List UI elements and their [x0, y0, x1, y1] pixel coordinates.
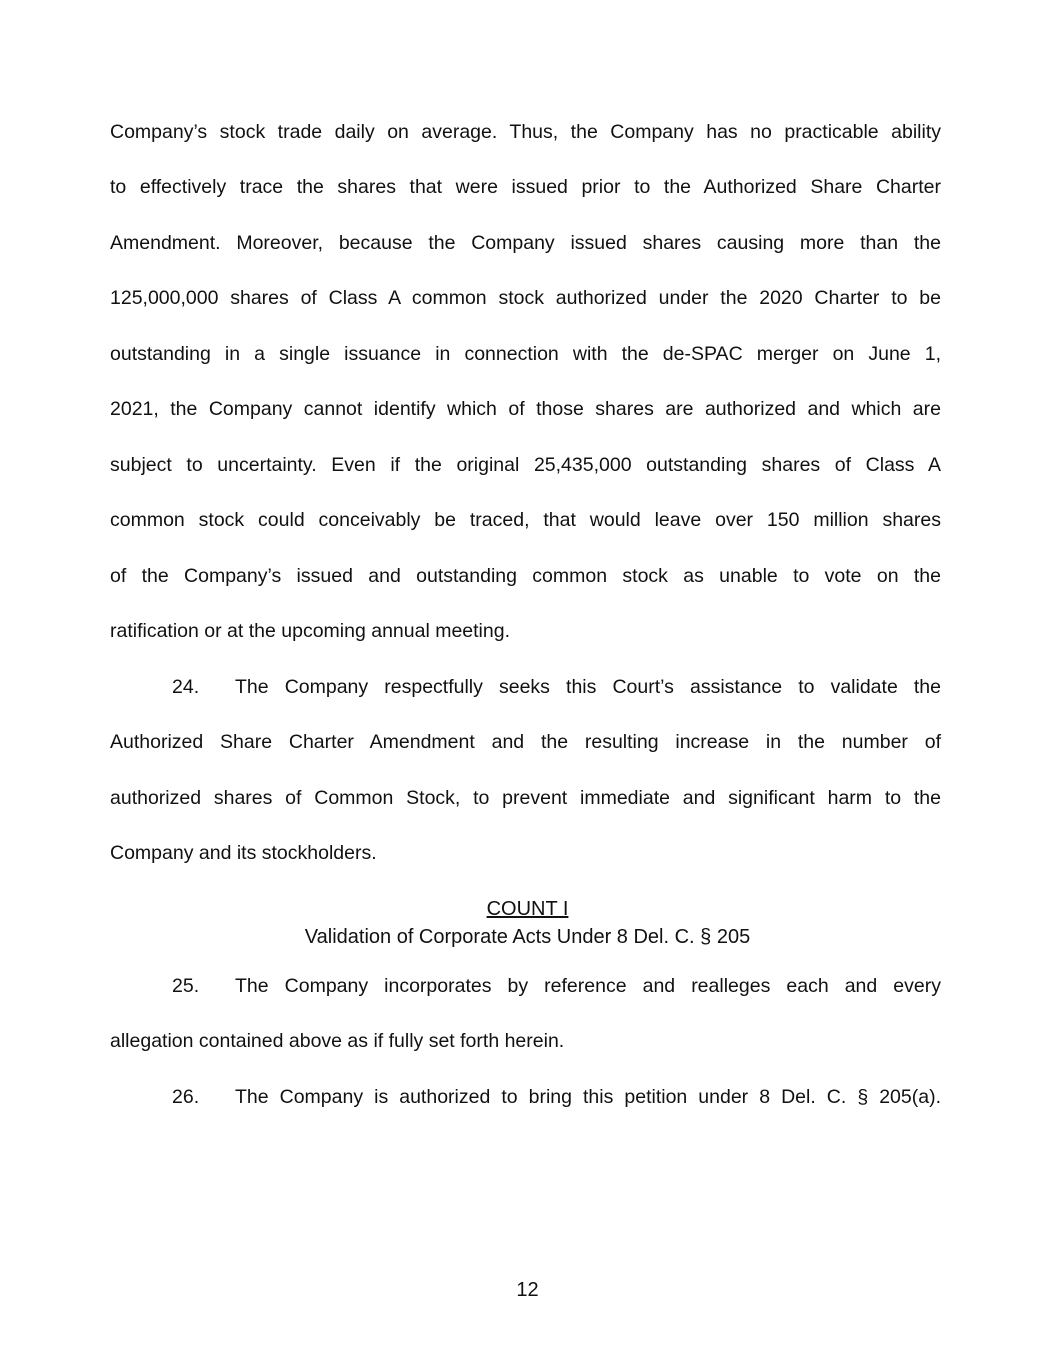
text-line: allegation contained above as if fully set forth herein. — [110, 1030, 565, 1052]
text-line: Authorized Share Charter Amendment and the resulting increase in the number of — [110, 731, 941, 753]
text-line: The Company incorporates by reference and realleges each and every — [235, 975, 941, 997]
text-line: Company’s stock trade daily on average. Thus, the Company has no practicable ability — [110, 121, 941, 143]
count-subtitle: Validation of Corporate Acts Under 8 Del. C. § 205 — [304, 926, 751, 948]
text-line: common stock could conceivably be traced, that would leave over 150 million shares — [110, 509, 941, 531]
text-line: to effectively trace the shares that were issued prior to the Authorized Share Charter — [110, 176, 941, 198]
text-line: ratification or at the upcoming annual meeting. — [110, 620, 510, 642]
text-line: 125,000,000 shares of Class A common stock authorized under the 2020 Charter to be — [110, 287, 941, 309]
text-line: The Company respectfully seeks this Court’s assistance to validate the — [235, 676, 941, 698]
paragraph-number: 26. — [172, 1086, 200, 1108]
text-line: outstanding in a single issuance in connection with the de-SPAC merger on June 1, — [110, 343, 941, 365]
text-line: Company and its stockholders. — [110, 842, 377, 864]
count-title: COUNT I — [486, 898, 569, 920]
text-line: 2021, the Company cannot identify which of those shares are authorized and which are — [110, 398, 941, 420]
text-line: Amendment. Moreover, because the Company issued shares causing more than the — [110, 232, 941, 254]
text-line: of the Company’s issued and outstanding common stock as unable to vote on the — [110, 565, 941, 587]
paragraph-number: 24. — [172, 676, 200, 698]
text-line: The Company is authorized to bring this petition under 8 Del. C. § 205(a). — [235, 1086, 941, 1108]
paragraph-number: 25. — [172, 975, 200, 997]
page-number: 12 — [516, 1279, 539, 1301]
text-line: subject to uncertainty. Even if the original 25,435,000 outstanding shares of Class A — [110, 454, 941, 476]
text-line: authorized shares of Common Stock, to prevent immediate and significant harm to the — [110, 787, 941, 809]
